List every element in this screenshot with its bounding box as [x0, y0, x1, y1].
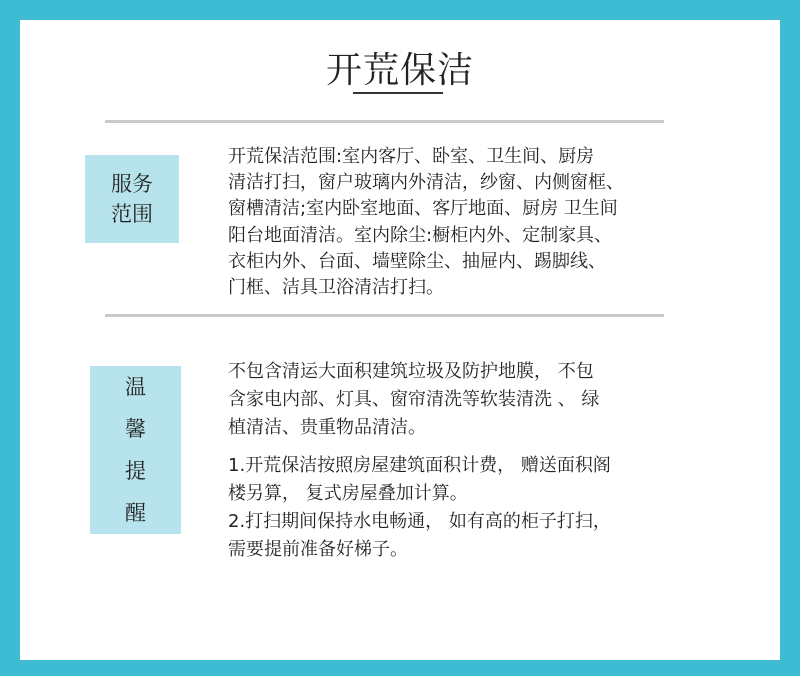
tips-text: [228, 358, 688, 564]
tips-exclusion: 不包含清运大面积建筑垃圾及防护地膜， 不包 含家电内部、灯具、窗帘清洗等软装清洗 、 绿 植清洁、贵重物品清洁。: [228, 361, 600, 438]
tips-note-2: 2.打扫期间保持水电畅通， 如有高的柜子打扫， 需要提前准备好梯子。: [228, 511, 611, 560]
content-panel: [20, 20, 780, 660]
service-scope-text: [228, 144, 688, 301]
service-scope-label: [85, 155, 179, 243]
tips-note-1: 1.开荒保洁按照房屋建筑面积计费， 赠送面积阁 楼另算， 复式房屋叠加计算。: [228, 455, 611, 504]
tips-label-text: 温 馨 提 醒: [125, 375, 146, 525]
page-title: 开荒保洁: [325, 50, 474, 91]
service-scope-label-text: 服务 范围: [111, 172, 153, 226]
service-scope-paragraph: 开荒保洁范围:室内客厅、卧室、卫生间、厨房 清洁打扫，窗户玻璃内外清洁，纱窗、内侧窗框、 窗槽清洁;室内卧室地面、客厅地面、厨房 卫生间 阳台地面清洁。室内除尘:橱柜内外、定制家具、 衣柜内外、台面、墙壁除尘、抽屉内、踢脚线、 门框、洁具卫浴清洁打扫。: [228, 146, 624, 299]
title-underline: [353, 92, 443, 94]
divider-middle: [105, 314, 664, 317]
divider-top: [105, 120, 664, 123]
tips-label: [90, 366, 181, 534]
